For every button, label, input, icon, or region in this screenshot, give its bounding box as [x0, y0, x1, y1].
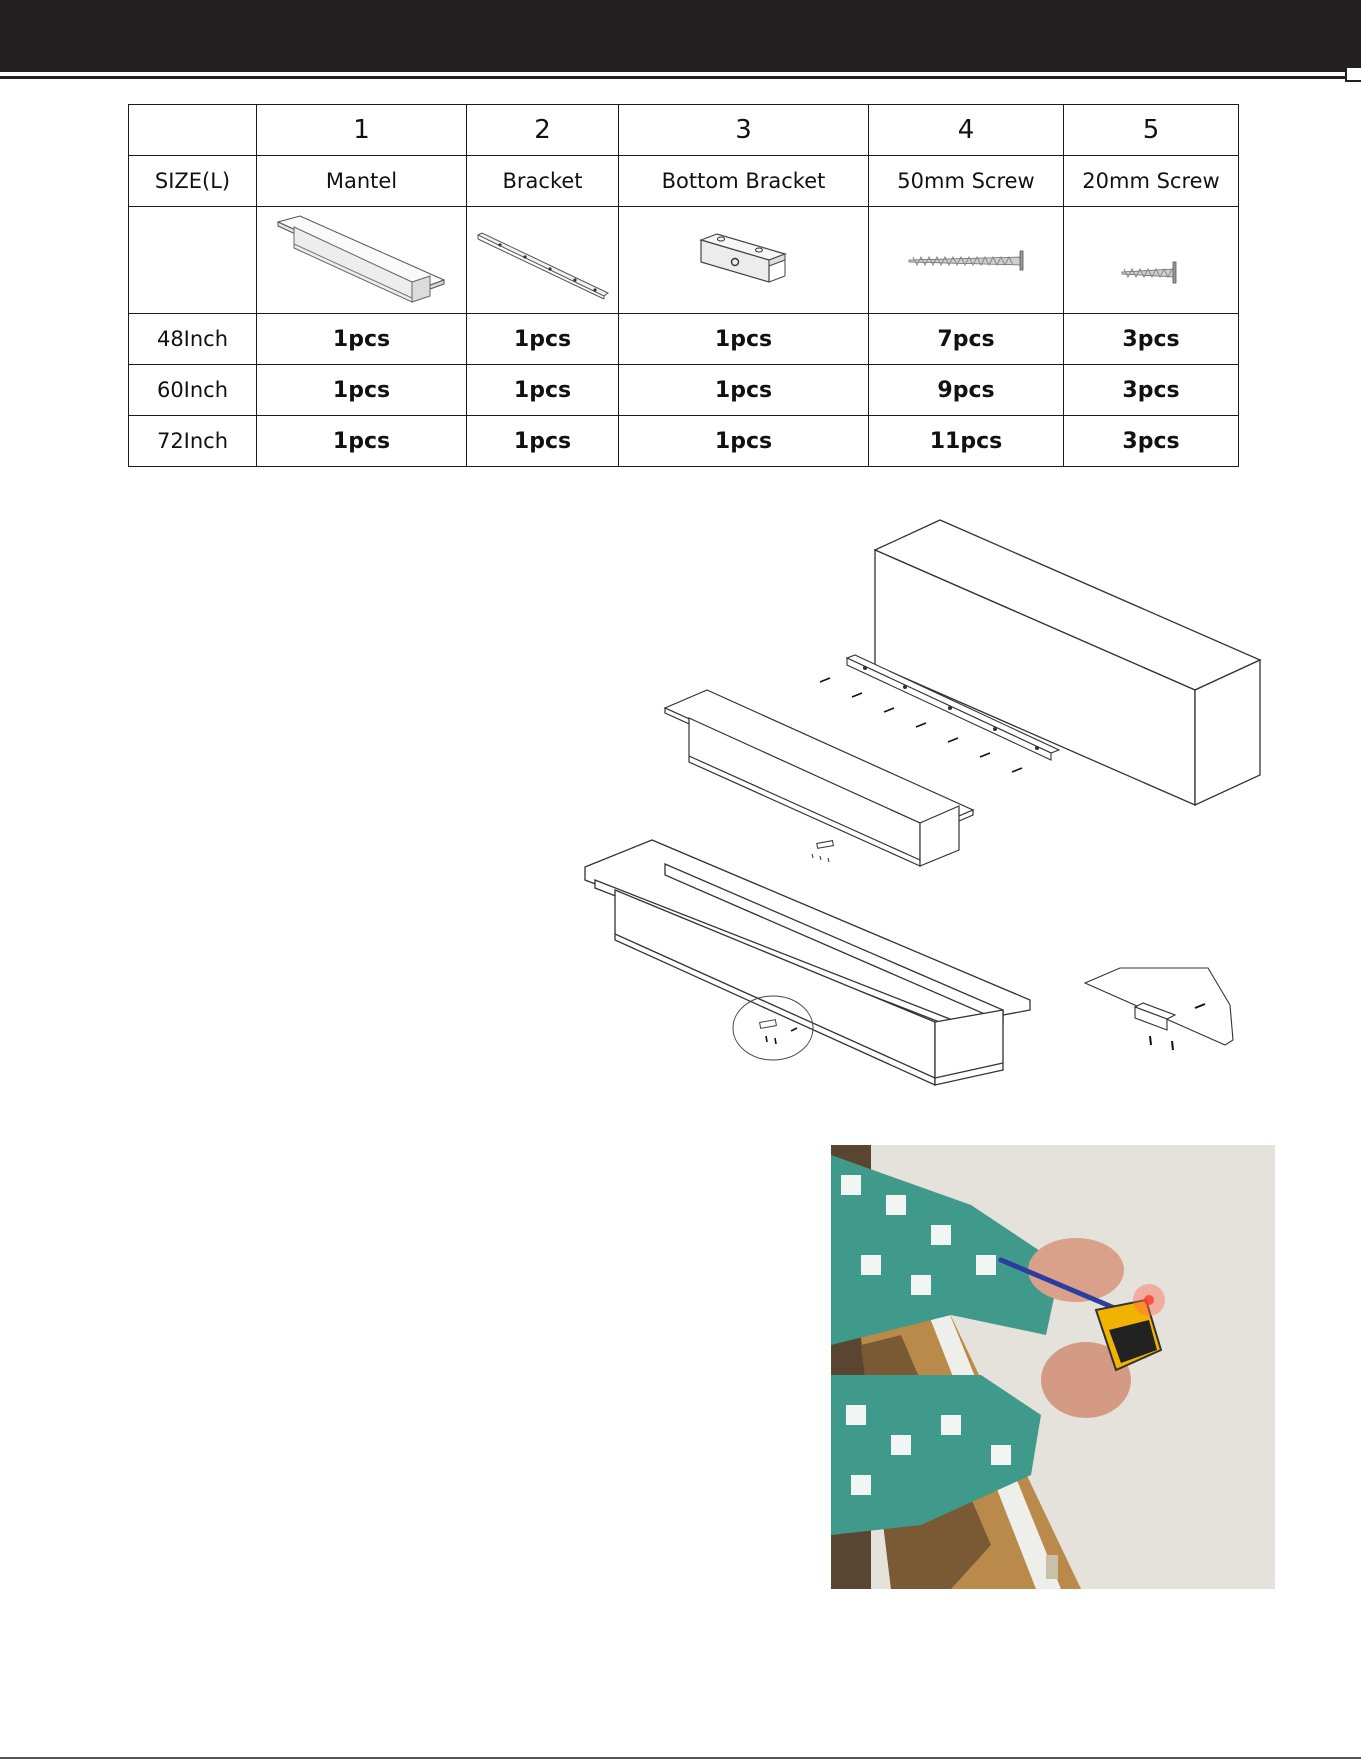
small-bracket: [812, 841, 833, 862]
footer-rule: [0, 1757, 1361, 1759]
table-row: [129, 365, 1239, 416]
mantel-cover: [585, 840, 1030, 1085]
wall-marking-photo: [831, 1145, 1275, 1589]
parts-table: [128, 104, 1239, 467]
size-cell: 48Inch: [129, 314, 257, 365]
qty-cell: 3pcs: [1064, 416, 1239, 467]
part-number: 3: [619, 105, 869, 156]
part-number: 4: [869, 105, 1064, 156]
part-name: Bracket: [467, 156, 619, 207]
screw-50mm-icon: [869, 207, 1064, 314]
qty-cell: 1pcs: [467, 365, 619, 416]
qty-cell: 1pcs: [619, 365, 869, 416]
mantel-icon: [257, 207, 467, 314]
qty-cell: 11pcs: [869, 416, 1064, 467]
header-bar: [0, 0, 1361, 72]
mantel-shelf: [665, 690, 973, 866]
qty-cell: 1pcs: [467, 314, 619, 365]
part-number: 5: [1064, 105, 1239, 156]
part-name: Bottom Bracket: [619, 156, 869, 207]
empty-cell: [129, 207, 257, 314]
qty-cell: 1pcs: [467, 416, 619, 467]
corner-cell: [129, 105, 257, 156]
size-header: SIZE(L): [129, 156, 257, 207]
size-cell: 72Inch: [129, 416, 257, 467]
qty-cell: 1pcs: [619, 314, 869, 365]
part-name: 50mm Screw: [869, 156, 1064, 207]
detail-callout: [1085, 968, 1233, 1050]
qty-cell: 3pcs: [1064, 365, 1239, 416]
header-rule: [0, 76, 1361, 79]
part-image-row: [129, 207, 1239, 314]
part-name-row: [129, 156, 1239, 207]
part-name: 20mm Screw: [1064, 156, 1239, 207]
assembly-diagram: [575, 510, 1270, 1095]
qty-cell: 1pcs: [619, 416, 869, 467]
part-number: 2: [467, 105, 619, 156]
bottom-bracket-icon: [619, 207, 869, 314]
qty-cell: 9pcs: [869, 365, 1064, 416]
qty-cell: 1pcs: [257, 365, 467, 416]
screw-20mm-icon: [1064, 207, 1239, 314]
part-number: 1: [257, 105, 467, 156]
part-number-row: [129, 105, 1239, 156]
wall-block: [875, 520, 1260, 805]
qty-cell: 7pcs: [869, 314, 1064, 365]
table-row: [129, 416, 1239, 467]
bracket-icon: [467, 207, 619, 314]
table-row: [129, 314, 1239, 365]
size-cell: 60Inch: [129, 365, 257, 416]
qty-cell: 3pcs: [1064, 314, 1239, 365]
qty-cell: 1pcs: [257, 416, 467, 467]
qty-cell: 1pcs: [257, 314, 467, 365]
header-tab: [1345, 66, 1361, 82]
part-name: Mantel: [257, 156, 467, 207]
